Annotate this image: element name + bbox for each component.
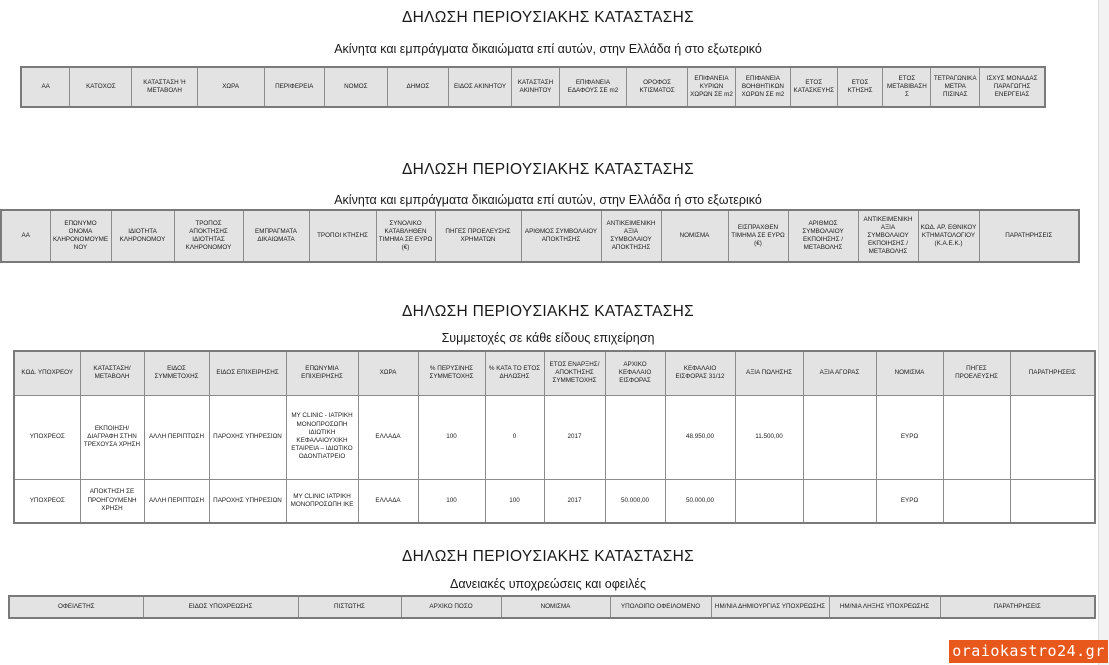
column-header: ΕΙΔΟΣ ΑΚΙΝΗΤΟΥ xyxy=(448,67,511,107)
table-cell: MY CLINIC - ΙΑΤΡΙΚΗ ΜΟΝΟΠΡΟΣΩΠΗ ΙΔΙΩΤΙΚΗ ΚΕΦΑΛΑΙΟΥΧΙΚΗ ΕΤΑΙΡΕΙΑ – ΙΔΙΩΤΙΚΟ ΟΔΟΝΤΙΑΤΡΕΙΟ xyxy=(286,395,358,479)
table-header-row xyxy=(9,596,1095,618)
column-header: ΑΝΤΙΚΕΙΜΕΝΙΚΗ ΑΞΙΑ ΣΥΜΒΟΛΑΙΟΥ ΑΠΟΚΤΗΣΗΣ xyxy=(601,210,661,262)
table-cell: ΕΥΡΩ xyxy=(876,479,943,523)
section3-subtitle: Συμμετοχές σε κάθε είδους επιχείρηση xyxy=(441,331,655,345)
table-cell: 50.000,00 xyxy=(665,479,735,523)
table-cell: ΕΛΛΑΔΑ xyxy=(358,479,418,523)
column-header: ΣΥΝΟΛΙΚΟ ΚΑΤΑΒΛΗΘΕΝ ΤΙΜΗΜΑ ΣΕ ΕΥΡΩ (€) xyxy=(376,210,435,262)
column-header: ΑΑ xyxy=(1,210,50,262)
section2-title: ΔΗΛΩΣΗ ΠΕΡΙΟΥΣΙΑΚΗΣ ΚΑΤΑΣΤΑΣΗΣ xyxy=(401,161,695,178)
table-cell xyxy=(803,395,876,479)
table-cell: 100 xyxy=(418,395,485,479)
column-header: ΙΔΙΟΤΗΤΑ ΚΛΗΡΟΝΟΜΟΥ xyxy=(111,210,174,262)
table-cell: MY CLINIC ΙΑΤΡΙΚΗ ΜΟΝΟΠΡΟΣΩΠΗ ΙΚΕ xyxy=(286,479,358,523)
column-header: ΧΩΡΑ xyxy=(358,351,418,395)
column-header: ΑΡΧΙΚΟ ΚΕΦΑΛΑΙΟ ΕΙΣΦΟΡΑΣ xyxy=(605,351,665,395)
table-cell: 50.000,00 xyxy=(605,479,665,523)
section2-subtitle: Ακίνητα και εμπράγματα δικαιώματα επί αυτών, στην Ελλάδα ή στο εξωτερικό xyxy=(334,193,762,207)
table-cell: ΑΛΛΗ ΠΕΡΙΠΤΩΣΗ xyxy=(144,479,209,523)
inherited-real-estate-table xyxy=(0,209,1080,263)
column-header: % ΚΑΤΑ ΤΟ ΕΤΟΣ ΔΗΛΩΣΗΣ xyxy=(485,351,544,395)
column-header: ΚΑΤΑΣΤΑΣΗ Ή ΜΕΤΑΒΟΛΗ xyxy=(132,67,197,107)
table-cell: 100 xyxy=(418,479,485,523)
column-header: ΕΤΟΣ ΕΝΑΡΞΗΣ/ΑΠΟΚΤΗΣΗΣ ΣΥΜΜΕΤΟΧΗΣ xyxy=(544,351,605,395)
column-header: ΤΕΤΡΑΓΩΝΙΚΑ ΜΕΤΡΑ ΠΙΣΙΝΑΣ xyxy=(931,67,980,107)
table-cell: 2017 xyxy=(544,479,605,523)
column-header: ΥΠΟΛΟΙΠΟ ΟΦΕΙΛΟΜΕΝΟ xyxy=(610,596,711,618)
column-header: ΔΗΜΟΣ xyxy=(387,67,448,107)
loans-debts-table xyxy=(8,595,1096,619)
column-header: % ΠΕΡΥΣΙΝΗΣ ΣΥΜΜΕΤΟΧΗΣ xyxy=(418,351,485,395)
column-header: ΝΟΜΙΣΜΑ xyxy=(876,351,943,395)
section4-title: ΔΗΛΩΣΗ ΠΕΡΙΟΥΣΙΑΚΗΣ ΚΑΤΑΣΤΑΣΗΣ xyxy=(401,548,695,565)
column-header: ΕΠΙΦΑΝΕΙΑ ΚΥΡΙΩΝ ΧΩΡΩΝ ΣΕ m2 xyxy=(688,67,736,107)
vertical-scrollbar[interactable] xyxy=(1098,0,1109,665)
table-cell xyxy=(943,395,1010,479)
column-header: ΕΙΔΟΣ ΣΥΜΜΕΤΟΧΗΣ xyxy=(144,351,209,395)
table-cell xyxy=(803,479,876,523)
column-header: ΕΤΟΣ ΜΕΤΑΒΙΒΑΣΗΣ xyxy=(883,67,931,107)
column-header: ΕΤΟΣ ΚΤΗΣΗΣ xyxy=(837,67,883,107)
table-cell: ΥΠΟΧΡΕΟΣ xyxy=(14,479,80,523)
column-header: ΑΞΙΑ ΠΩΛΗΣΗΣ xyxy=(735,351,803,395)
table-row xyxy=(14,395,1095,479)
table-cell: ΕΛΛΑΔΑ xyxy=(358,395,418,479)
real-estate-table xyxy=(20,66,1046,108)
column-header: ΚΑΤΟΧΟΣ xyxy=(70,67,132,107)
column-header: ΕΙΔΟΣ ΥΠΟΧΡΕΩΣΗΣ xyxy=(143,596,298,618)
column-header: ΤΡΟΠΟΙ ΚΤΗΣΗΣ xyxy=(309,210,376,262)
table-cell: 11.500,00 xyxy=(735,395,803,479)
table-cell xyxy=(605,395,665,479)
business-participations-table xyxy=(13,350,1096,524)
table-cell: ΥΠΟΧΡΕΟΣ xyxy=(14,395,80,479)
column-header: ΑΞΙΑ ΑΓΟΡΑΣ xyxy=(803,351,876,395)
table-cell xyxy=(735,479,803,523)
column-header: ΕΤΟΣ ΚΑΤΑΣΚΕΥΗΣ xyxy=(790,67,837,107)
table-cell: ΕΚΠΟΙΗΣΗ/ΔΙΑΓΡΑΦΗ ΣΤΗΝ ΤΡΕΧΟΥΣΑ ΧΡΗΣΗ xyxy=(80,395,144,479)
watermark-logo: oraiokastro24.gr xyxy=(949,640,1108,663)
column-header: ΑΑ xyxy=(21,67,70,107)
column-header: ΝΟΜΙΣΜΑ xyxy=(661,210,728,262)
table-cell: ΑΛΛΗ ΠΕΡΙΠΤΩΣΗ xyxy=(144,395,209,479)
table-cell xyxy=(943,479,1010,523)
table-row xyxy=(14,479,1095,523)
column-header: ΕΠΩΝΥΜΙΑ ΕΠΙΧΕΙΡΗΣΗΣ xyxy=(286,351,358,395)
table-cell: 48.950,00 xyxy=(665,395,735,479)
column-header: ΝΟΜΟΣ xyxy=(324,67,387,107)
column-header: ΚΩΔ. ΥΠΟΧΡΕΟΥ xyxy=(14,351,80,395)
column-header: ΗΜ/ΝΙΑ ΛΗΞΗΣ ΥΠΟΧΡΕΩΣΗΣ xyxy=(829,596,940,618)
column-header: ΠΕΡΙΦΕΡΕΙΑ xyxy=(264,67,324,107)
column-header: ΚΑΤΑΣΤΑΣΗ ΑΚΙΝΗΤΟΥ xyxy=(512,67,560,107)
table-cell: ΑΠΟΚΤΗΣΗ ΣΕ ΠΡΟΗΓΟΥΜΕΝΗ ΧΡΗΣΗ xyxy=(80,479,144,523)
table-cell: ΠΑΡΟΧΗΣ ΥΠΗΡΕΣΙΩΝ xyxy=(209,479,286,523)
column-header: ΠΑΡΑΤΗΡΗΣΕΙΣ xyxy=(940,596,1095,618)
column-header: ΠΑΡΑΤΗΡΗΣΕΙΣ xyxy=(1010,351,1095,395)
table-header-row xyxy=(21,67,1045,107)
table-cell: 0 xyxy=(485,395,544,479)
column-header: ΤΡΟΠΟΣ ΑΠΟΚΤΗΣΗΣ ΙΔΙΟΤΗΤΑΣ ΚΛΗΡΟΝΟΜΟΥ xyxy=(174,210,243,262)
section3-title: ΔΗΛΩΣΗ ΠΕΡΙΟΥΣΙΑΚΗΣ ΚΑΤΑΣΤΑΣΗΣ xyxy=(401,303,695,320)
table-cell: 2017 xyxy=(544,395,605,479)
column-header: ΑΡΙΘΜΟΣ ΣΥΜΒΟΛΑΙΟΥ ΑΠΟΚΤΗΣΗΣ xyxy=(521,210,601,262)
section1-title: ΔΗΛΩΣΗ ΠΕΡΙΟΥΣΙΑΚΗΣ ΚΑΤΑΣΤΑΣΗΣ xyxy=(401,9,695,26)
column-header: ΚΕΦΑΛΑΙΟ ΕΙΣΦΟΡΑΣ 31/12 xyxy=(665,351,735,395)
column-header: ΝΟΜΙΣΜΑ xyxy=(501,596,610,618)
table-cell: ΠΑΡΟΧΗΣ ΥΠΗΡΕΣΙΩΝ xyxy=(209,395,286,479)
column-header: ΑΡΧΙΚΟ ΠΟΣΟ xyxy=(401,596,501,618)
column-header: ΠΗΓΕΣ ΠΡΟΕΛΕΥΣΗΣ ΧΡΗΜΑΤΩΝ xyxy=(435,210,521,262)
column-header: ΧΩΡΑ xyxy=(197,67,264,107)
column-header: ΕΠΙΦΑΝΕΙΑ ΒΟΗΘΗΤΙΚΩΝ ΧΩΡΩΝ ΣΕ m2 xyxy=(735,67,790,107)
column-header: ΙΣΧΥΣ ΜΟΝΑΔΑΣ ΠΑΡΑΓΩΓΗΣ ΕΝΕΡΓΕΙΑΣ xyxy=(980,67,1045,107)
column-header: ΚΑΤΑΣΤΑΣΗ/ ΜΕΤΑΒΟΛΗ xyxy=(80,351,144,395)
column-header: ΠΑΡΑΤΗΡΗΣΕΙΣ xyxy=(979,210,1079,262)
table-header-row xyxy=(1,210,1079,262)
table-cell: ΕΥΡΩ xyxy=(876,395,943,479)
table-cell xyxy=(1010,395,1095,479)
column-header: ΑΡΙΘΜΟΣ ΣΥΜΒΟΛΑΙΟΥ ΕΚΠΟΙΗΣΗΣ /ΜΕΤΑΒΟΛΗΣ xyxy=(788,210,858,262)
column-header: ΕΠΩΝΥΜΟ ΟΝΟΜΑ ΚΛΗΡΟΝΟΜΟΥΜΕΝΟΥ xyxy=(50,210,111,262)
column-header: ΗΜ/ΝΙΑ ΔΗΜΙΟΥΡΓΙΑΣ ΥΠΟΧΡΕΩΣΗΣ xyxy=(711,596,829,618)
column-header: ΑΝΤΙΚΕΙΜΕΝΙΚΗ ΑΞΙΑ ΣΥΜΒΟΛΑΙΟΥ ΕΚΠΟΙΗΣΗΣ / ΜΕΤΑΒΟΛΗΣ xyxy=(858,210,918,262)
column-header: ΕΙΣΠΡΑΧΘΕΝ ΤΙΜΗΜΑ ΣΕ ΕΥΡΩ (€) xyxy=(728,210,788,262)
column-header: ΕΙΔΟΣ ΕΠΙΧΕΙΡΗΣΗΣ xyxy=(209,351,286,395)
column-header: ΟΡΟΦΟΣ ΚΤΙΣΜΑΤΟΣ xyxy=(627,67,688,107)
column-header: ΠΗΓΕΣ ΠΡΟΕΛΕΥΣΗΣ xyxy=(943,351,1010,395)
column-header: ΚΩΔ. ΑΡ. ΕΘΝΙΚΟΥ ΚΤΗΜΑΤΟΛΟΓΙΟΥ (Κ.Α.Ε.Κ.) xyxy=(918,210,979,262)
table-cell: 100 xyxy=(485,479,544,523)
column-header: ΠΙΣΤΩΤΗΣ xyxy=(298,596,401,618)
column-header: ΟΦΕΙΛΕΤΗΣ xyxy=(9,596,143,618)
table-header-row xyxy=(14,351,1095,395)
column-header: ΕΜΠΡΑΓΜΑΤΑ ΔΙΚΑΙΩΜΑΤΑ xyxy=(243,210,309,262)
table-cell xyxy=(1010,479,1095,523)
section4-subtitle: Δανειακές υποχρεώσεις και οφειλές xyxy=(449,577,646,591)
section1-subtitle: Ακίνητα και εμπράγματα δικαιώματα επί αυτών, στην Ελλάδα ή στο εξωτερικό xyxy=(334,42,762,56)
column-header: ΕΠΙΦΑΝΕΙΑ ΕΔΑΦΟΥΣ ΣΕ m2 xyxy=(559,67,626,107)
